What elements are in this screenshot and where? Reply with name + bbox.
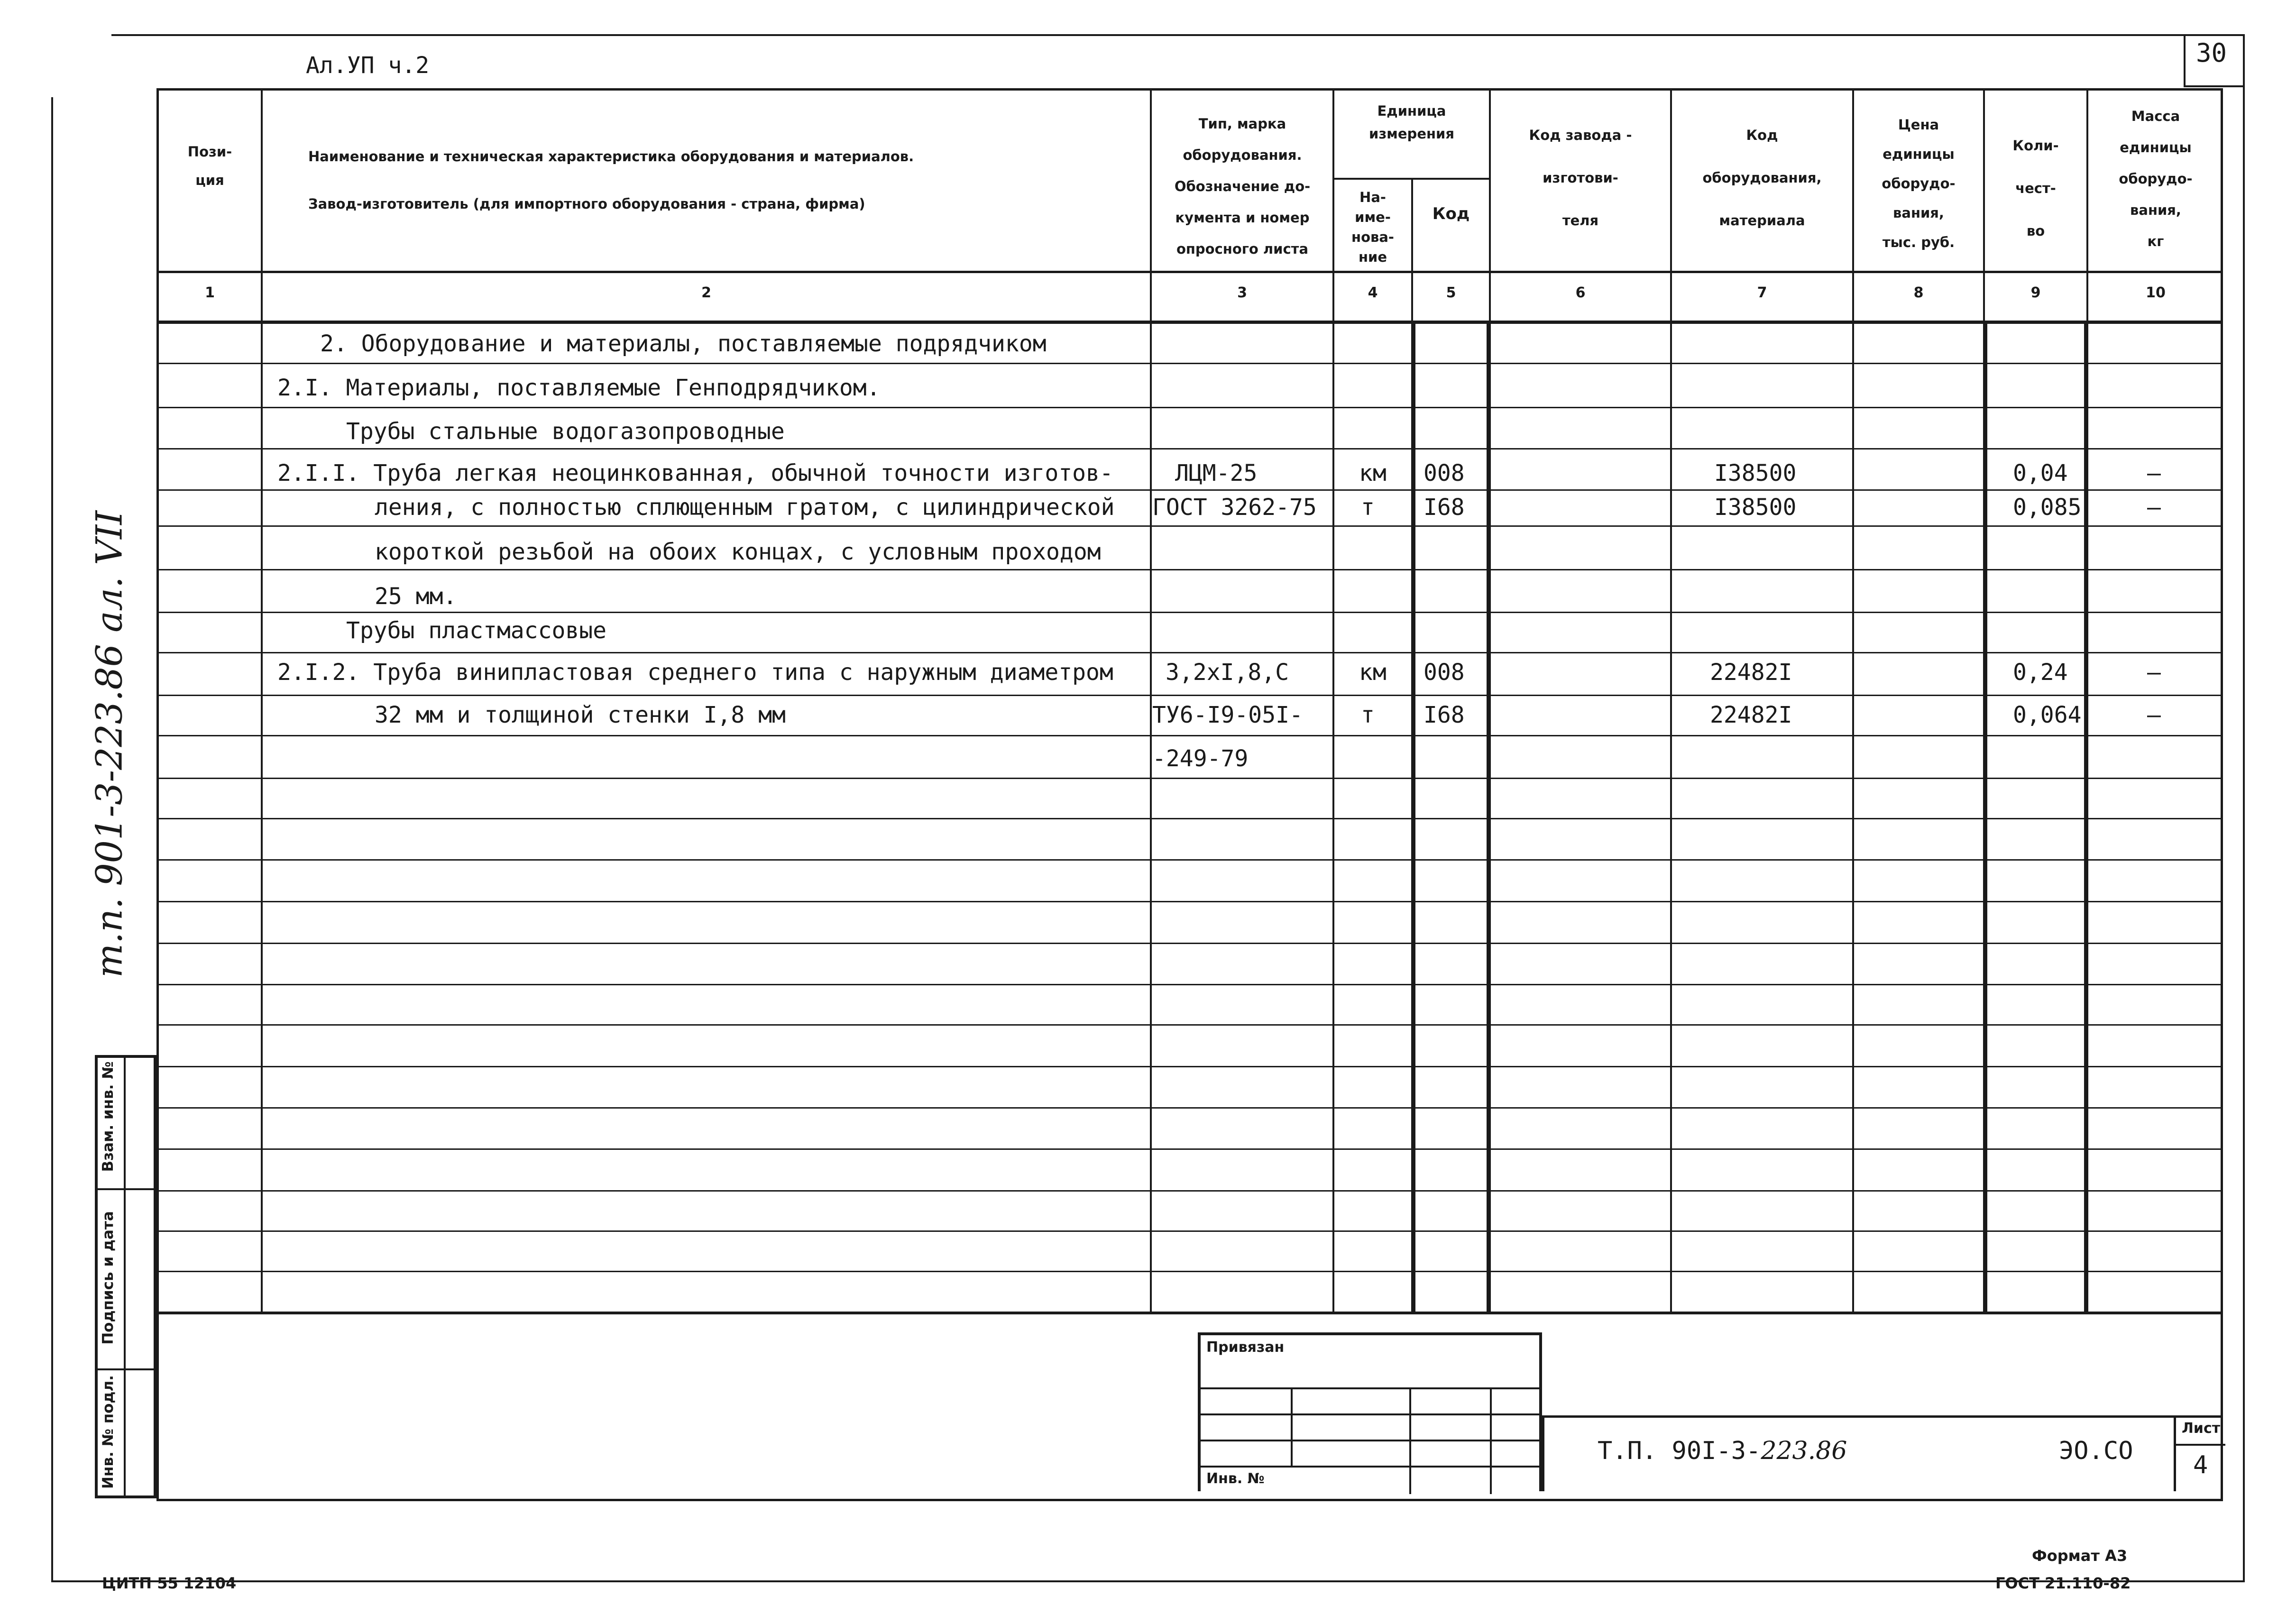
- row-4-unit: км: [1359, 460, 1387, 486]
- row-line: [156, 1271, 2223, 1272]
- margin-replace-inv: Взам. инв. №: [100, 1061, 117, 1172]
- margin-inv-sub: Инв. № подл.: [100, 1375, 117, 1489]
- designation-handwritten: 223.86: [1761, 1437, 1847, 1465]
- col-number-2: 2: [701, 284, 711, 301]
- header-unit-code: [1413, 199, 1489, 229]
- header-price-l1: Цена: [1898, 117, 1939, 133]
- col-number-7: 7: [1757, 284, 1767, 301]
- row-2-name: 2.I. Материалы, поставляемые Генподрядчиком.: [277, 375, 881, 401]
- row-line: [156, 489, 2223, 491]
- row-line: [156, 1148, 2223, 1150]
- header-mass-l3: оборудо-: [2119, 171, 2193, 187]
- title-block: [1542, 1415, 2223, 1491]
- row-5-type: ГОСТ 3262-75: [1152, 494, 1317, 521]
- header-mass-l5: кг: [2147, 233, 2164, 249]
- designation-printed: Т.П. 90I-3-: [1598, 1437, 1761, 1465]
- row-4-qty: 0,04: [2013, 460, 2068, 486]
- header-unit: [1334, 100, 1489, 145]
- frame-left-line: [51, 97, 53, 1581]
- sheet-box: [2174, 1415, 2225, 1491]
- row-line: [156, 1190, 2223, 1192]
- page-number-box: [2184, 34, 2243, 87]
- col-number-9: 9: [2030, 284, 2041, 301]
- row-line: [156, 363, 2223, 364]
- margin-stamp-vline: [124, 1058, 126, 1496]
- row-5-code: I68: [1424, 494, 1465, 521]
- row-1-name: 2. Оборудование и материалы, поставляемые подрядчиком: [320, 330, 1047, 357]
- sheet-label: Лист: [2182, 1420, 2221, 1437]
- row-4-name: 2.I.I. Труба легкая неоцинкованная, обычной точности изготов-: [277, 460, 1113, 486]
- header-factory-code: [1491, 114, 1670, 242]
- header-price-l4: вания,: [1893, 205, 1944, 221]
- header-factory-code-l3: теля: [1562, 212, 1599, 229]
- row-line: [156, 984, 2223, 985]
- col-number-6: 6: [1575, 284, 1586, 301]
- col-number-1: 1: [205, 284, 215, 301]
- header-equipment-code: [1672, 114, 1852, 242]
- number-row-line: [156, 321, 2223, 324]
- margin-handwritten-designation: т.п. 901-3-223.86 ал. VII: [88, 510, 130, 978]
- row-10-mass: –: [2147, 702, 2161, 728]
- row-line: [156, 1024, 2223, 1026]
- header-name-l1: Наименование и техническая характеристика оборудования и материалов.: [308, 148, 914, 165]
- header-unit-name-l4: ние: [1358, 249, 1387, 265]
- bound-vline-1: [1291, 1387, 1293, 1466]
- header-bottom-line: [156, 271, 2223, 273]
- row-line: [156, 695, 2223, 696]
- row-5-equip-code: I38500: [1714, 494, 1797, 521]
- header-quantity-l3: во: [2026, 223, 2045, 239]
- designation: [1598, 1437, 1847, 1465]
- header-unit-code-l1: Код: [1432, 204, 1470, 223]
- header-quantity-l2: чест-: [2015, 180, 2056, 196]
- row-5-qty: 0,085: [2013, 494, 2082, 521]
- footer-left: ЦИТП 55 12104: [102, 1574, 237, 1592]
- row-10-name: 32 мм и толщиной стенки I,8 мм: [375, 702, 786, 728]
- row-line: [156, 778, 2223, 779]
- footer-gost: ГОСТ 21.110-82: [1995, 1574, 2131, 1592]
- header-unit-l2: измерения: [1369, 126, 1454, 142]
- row-6-name: короткой резьбой на обоих концах, с условным проходом: [375, 539, 1101, 565]
- unit-header-line: [1332, 178, 1491, 180]
- header-unit-name-l1: На-: [1359, 189, 1386, 205]
- col-number-4: 4: [1368, 284, 1378, 301]
- row-line: [156, 901, 2223, 902]
- row-9-equip-code: 22482I: [1710, 659, 1792, 686]
- row-line: [156, 652, 2223, 653]
- header-mass-l1: Масса: [2131, 108, 2180, 124]
- header-name-l2: Завод-изготовитель (для импортного оборудования - страна, фирма): [308, 196, 865, 212]
- header-unit-name-l2: име-: [1355, 209, 1391, 225]
- header-factory-code-l1: Код завода -: [1529, 127, 1632, 143]
- header-mass: [2088, 101, 2223, 257]
- header-price-l3: оборудо-: [1882, 175, 1956, 192]
- header-position-l1: Пози-: [187, 144, 232, 160]
- row-4-code: 008: [1424, 460, 1465, 486]
- row-9-mass: –: [2147, 659, 2161, 686]
- row-10-equip-code: 22482I: [1710, 702, 1792, 728]
- bound-label: Привязан: [1206, 1339, 1285, 1356]
- header-type-l2: оборудования.: [1183, 147, 1302, 163]
- row-line: [156, 569, 2223, 570]
- row-line: [156, 735, 2223, 736]
- row-line: [156, 407, 2223, 408]
- bound-vline-3: [1490, 1387, 1492, 1494]
- frame-right-line: [2243, 34, 2245, 1581]
- row-10-code: I68: [1424, 702, 1465, 728]
- frame-bottom-line: [51, 1580, 2245, 1582]
- header-mass-l4: вания,: [2130, 202, 2181, 218]
- header-type-l3: Обозначение до-: [1174, 178, 1311, 194]
- header-equipment-code-l2: оборудования,: [1702, 170, 1822, 186]
- row-line: [156, 1230, 2223, 1232]
- row-line: [156, 1107, 2223, 1109]
- row-9-name: 2.I.2. Труба винипластовая среднего типа с наружным диаметром: [277, 659, 1113, 686]
- col-number-8: 8: [1913, 284, 1924, 301]
- sheet-code: ЭО.СО: [2059, 1437, 2133, 1465]
- row-line: [156, 612, 2223, 613]
- row-5-mass: –: [2147, 494, 2161, 521]
- row-9-type: 3,2xI,8,C: [1166, 659, 1289, 686]
- header-position: [159, 138, 261, 194]
- row-5-unit: т: [1361, 494, 1375, 521]
- margin-signature-date: Подпись и дата: [100, 1211, 117, 1345]
- col-number-3: 3: [1237, 284, 1247, 301]
- header-unit-name-l3: нова-: [1351, 229, 1394, 245]
- row-4-mass: –: [2147, 460, 2161, 486]
- row-10-type: ТУ6-I9-05I-: [1152, 702, 1303, 728]
- row-line: [156, 1066, 2223, 1067]
- header-equipment-code-l1: Код: [1746, 127, 1778, 143]
- header-equipment-code-l3: материала: [1719, 212, 1805, 229]
- page-number: 30: [2196, 38, 2227, 68]
- header-type: [1152, 108, 1332, 265]
- margin-stamp-line-1: [98, 1188, 154, 1190]
- row-4-equip-code: I38500: [1714, 460, 1797, 486]
- footer-format: Формат А3: [2032, 1547, 2128, 1565]
- header-mass-l2: единицы: [2120, 139, 2192, 156]
- row-9-unit: км: [1359, 659, 1387, 686]
- row-7-name: 25 мм.: [375, 583, 457, 610]
- header-price-l2: единицы: [1883, 146, 1955, 162]
- header-quantity: [1985, 124, 2086, 252]
- row-line: [156, 525, 2223, 527]
- doc-reference: Ал.УП ч.2: [306, 52, 430, 79]
- header-position-l2: ция: [195, 172, 224, 188]
- sheet-number: 4: [2193, 1451, 2208, 1479]
- row-line: [156, 859, 2223, 861]
- header-unit-l1: Единица: [1377, 103, 1446, 119]
- row-line: [156, 943, 2223, 944]
- row-line: [156, 818, 2223, 819]
- header-factory-code-l2: изготови-: [1543, 170, 1618, 186]
- row-line: [156, 448, 2223, 450]
- header-type-l1: Тип, марка: [1198, 116, 1286, 132]
- row-5-name: ления, с полностью сплющенным гратом, с цилиндрической: [375, 494, 1115, 521]
- header-type-l4: кумента и номер: [1175, 210, 1310, 226]
- header-name: [266, 133, 1148, 228]
- row-8-name: Трубы пластмассовые: [346, 617, 607, 644]
- row-10-qty: 0,064: [2013, 702, 2082, 728]
- row-9-qty: 0,24: [2013, 659, 2068, 686]
- row-9-code: 008: [1424, 659, 1465, 686]
- bound-stamp: [1198, 1332, 1542, 1491]
- sheet-box-line: [2176, 1444, 2225, 1446]
- header-quantity-l1: Коли-: [2012, 138, 2059, 154]
- inv-label: Инв. №: [1206, 1470, 1265, 1487]
- body-bottom-line: [156, 1312, 2223, 1314]
- header-unit-name: [1334, 187, 1411, 267]
- row-4-type: ЛЦМ-25: [1175, 460, 1258, 486]
- header-price-l5: тыс. руб.: [1882, 234, 1955, 250]
- col-number-5: 5: [1446, 284, 1456, 301]
- row-10-unit: т: [1361, 702, 1375, 728]
- header-price: [1854, 110, 1983, 257]
- header-type-l5: опросного листа: [1176, 241, 1309, 257]
- frame-top-line: [111, 34, 2243, 36]
- bound-vline-2: [1409, 1387, 1411, 1494]
- col-number-10: 10: [2146, 284, 2166, 301]
- row-3-name: Трубы стальные водогазопроводные: [346, 418, 785, 445]
- row-11-type: -249-79: [1152, 745, 1249, 772]
